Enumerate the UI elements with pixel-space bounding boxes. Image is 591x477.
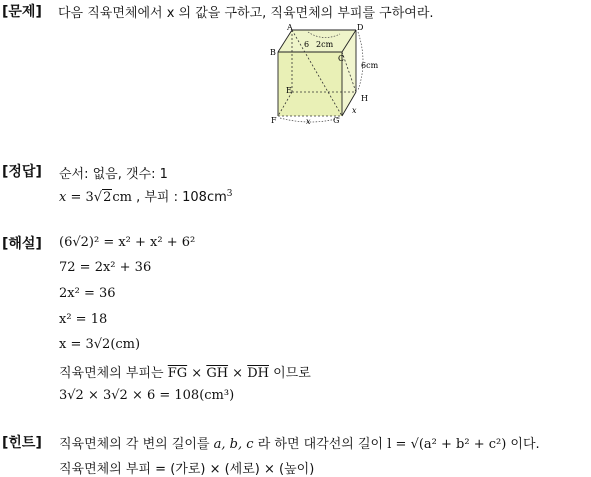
answer-eq: = 3 — [66, 190, 94, 205]
label-6cm: 6cm — [361, 61, 379, 70]
answer-exp: 3 — [226, 189, 233, 199]
answer-sqrt: √2 — [93, 190, 112, 205]
answer-volume: , 부피 : 108cm — [131, 190, 227, 205]
segment-dh: $\overline{DH}$ — [247, 366, 269, 381]
answer-x: x — [59, 190, 67, 205]
hint-vars: a, b, c — [213, 437, 254, 452]
solution-line4: x² = 18 — [59, 312, 108, 327]
answer-line2 — [59, 186, 233, 205]
hint-tag: [힌트] — [2, 435, 42, 451]
problem-tag: [문제] — [2, 4, 42, 20]
answer-unit: cm — [112, 190, 132, 205]
solution-line2: 72 = 2x² + 36 — [59, 260, 152, 275]
label-x-side: x — [352, 106, 357, 115]
vertex-b: B — [270, 48, 276, 57]
solution-line5: x = 3√2(cm) — [59, 337, 141, 352]
vertex-g: G — [333, 116, 340, 125]
answer-tag: [정답] — [2, 164, 42, 180]
vertex-h: H — [361, 94, 368, 103]
angle-mark: 6 — [304, 40, 310, 49]
solution-line6: 직육면체의 부피는 $\overline{FG} \times \overline{GH} \times \overline{DH}$ 이므로 — [59, 366, 311, 381]
solution-line3: 2x² = 36 — [59, 286, 116, 301]
solution-volume-text: 직육면체의 부피는 — [59, 366, 168, 381]
problem-text: 다음 직육면체에서 x 의 값을 구하고, 직육면체의 부피를 구하여라. — [58, 6, 434, 21]
vertex-f: F — [271, 116, 277, 125]
hint-line1: 직육면체의 각 변의 길이를 a, b, c 라 하면 대각선의 길이 l = √(a² + b² + c²) 이다. — [59, 437, 540, 452]
solution-line7: 3√2 × 3√2 × 6 = 108(cm³) — [59, 388, 235, 403]
diagonal-formula: l = √(a² + b² + c²) — [387, 437, 507, 452]
vertex-e: E — [286, 86, 292, 95]
solution-tag: [해설] — [2, 236, 42, 252]
solution-line1: (6√2)² = x² + x² + 6² — [59, 235, 196, 250]
label-x-bottom: x — [306, 117, 311, 126]
cuboid-figure — [268, 22, 388, 126]
segment-fg: $\overline{FG}$ — [167, 366, 188, 381]
segment-gh: $\overline{GH}$ — [206, 366, 229, 381]
label-2cm: 2cm — [316, 40, 334, 49]
answer-line1: 순서: 없음, 갯수: 1 — [59, 167, 168, 182]
vertex-d: D — [357, 23, 364, 32]
vertex-a: A — [287, 23, 293, 32]
hint-line2: 직육면체의 부피 = (가로) × (세로) × (높이) — [59, 462, 315, 477]
solution-therefore: 이므로 — [268, 366, 311, 381]
vertex-c: C — [338, 54, 345, 63]
